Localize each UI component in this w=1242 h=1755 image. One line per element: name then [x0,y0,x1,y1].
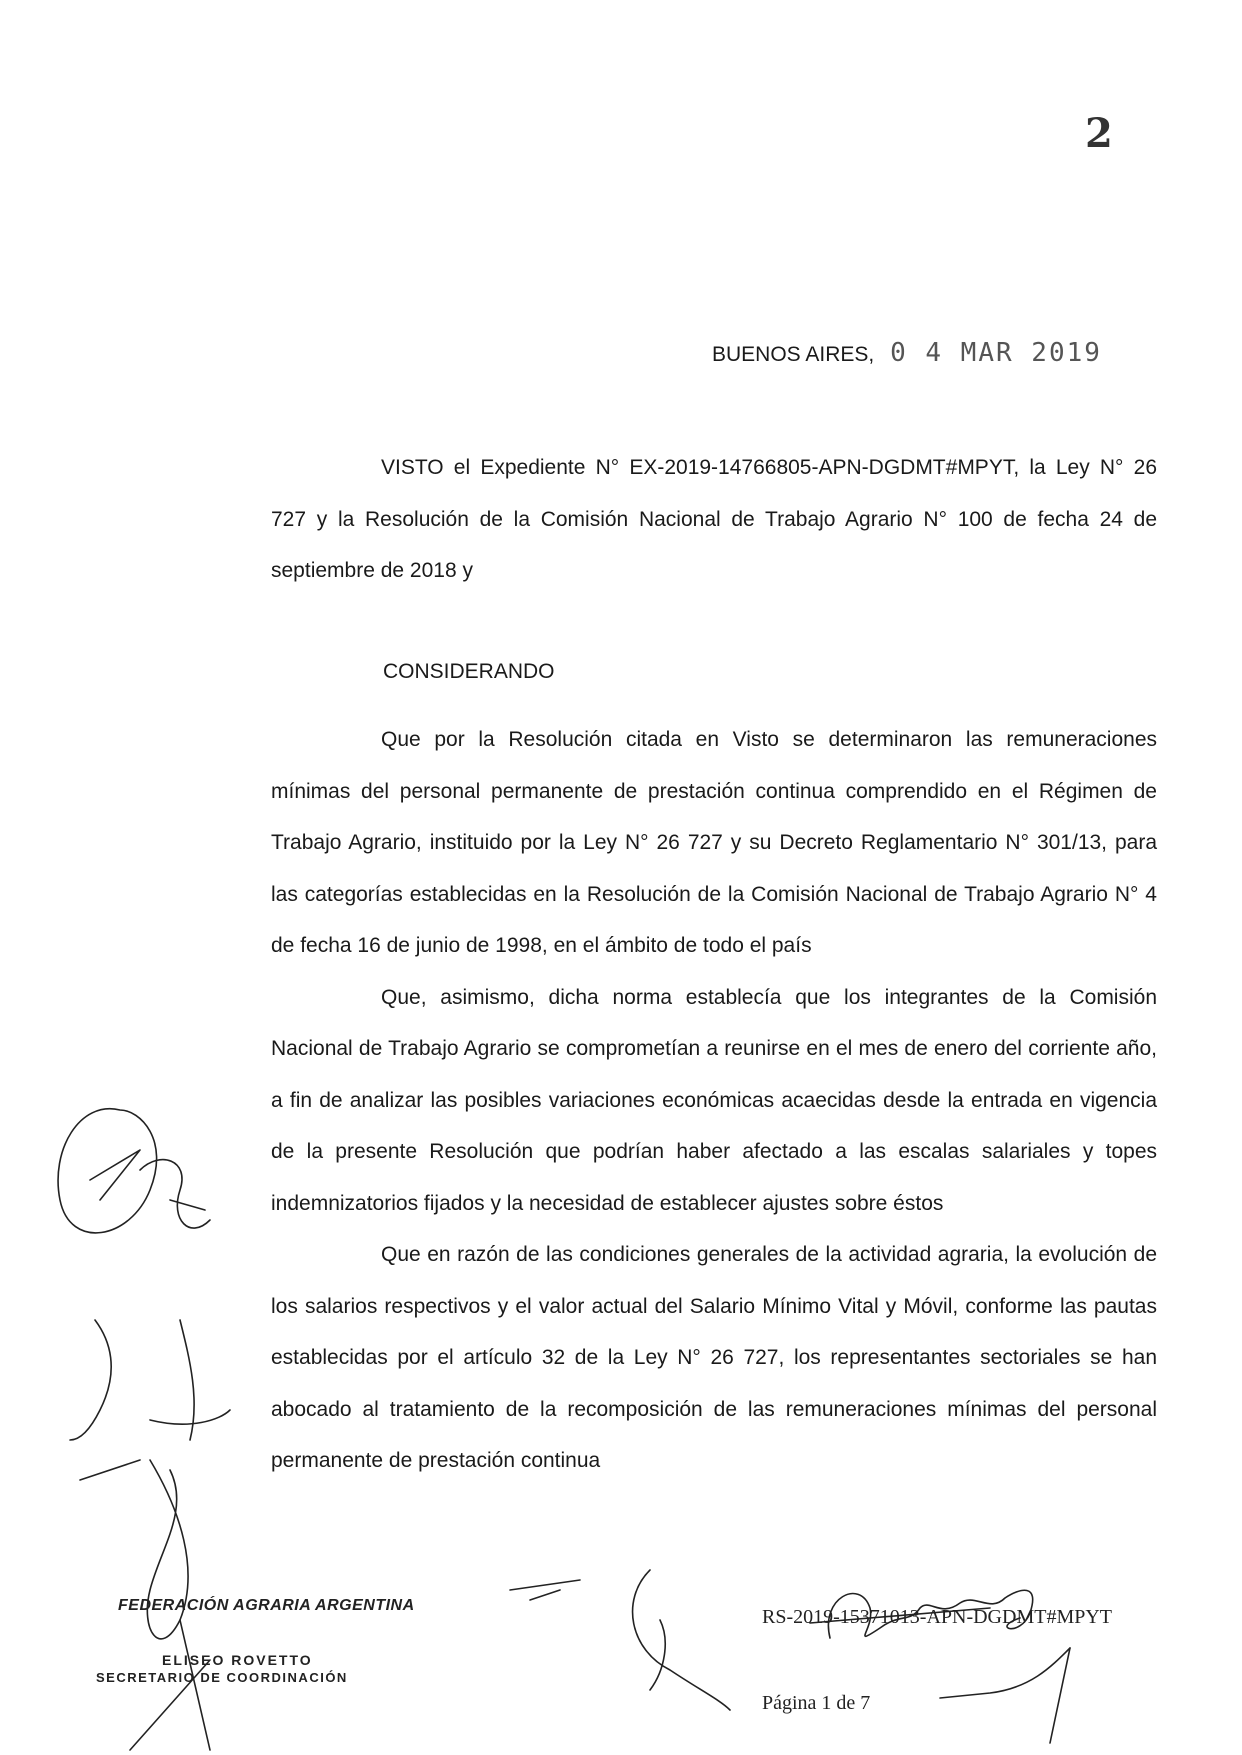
visto-paragraph-block [271,442,1157,597]
place-label: BUENOS AIRES, [712,343,875,366]
document-reference: RS-2019-15371013-APN-DGDMT#MPYT [762,1606,1113,1628]
date-line [712,338,1102,368]
center-initials [500,1560,740,1720]
considerando-paragraph: Que en razón de las condiciones generales de la actividad agraria, la evolución de los salarios respectivos y el valor actual del Salario Mínimo Vital y Móvil, conforme las pautas establecidas por el artículo 32 de la Ley N° 26 727, los representantes sectoriales se han abocado al tratamiento de la recomposición de las remuneraciones mínimas del personal permanente de prestación continua [271,1243,1157,1472]
considerando-heading: CONSIDERANDO [383,660,555,683]
considerando-paragraph: Que por la Resolución citada en Visto se determinaron las remuneraciones mínimas del personal permanente de prestación continua comprendido en el Régimen de Trabajo Agrario, instituido por la Ley N° 26 727 y su Decreto Reglamentario N° 301/13, para las categorías establecidas en la Resolución de la Comisión Nacional de Trabajo Agrario N° 4 de fecha 16 de junio de 1998, en el ámbito de todo el país [271,728,1157,957]
footer-signatory-role: SECRETARIO DE COORDINACIÓN [96,1670,348,1685]
date-stamp: 0 4 MAR 2019 [890,338,1102,368]
footer-signatory-name: ELISEO ROVETTO [162,1652,313,1668]
considerando-paragraph: Que, asimismo, dicha norma establecía que los integrantes de la Comisión Nacional de Trabajo Agrario se comprometían a reunirse en el mes de enero del corriente año, a fin de analizar las posibles variaciones económicas acaecidas desde la entrada en vigencia de la presente Resolución que podrían haber afectado a las escalas salariales y topes indemnizatorios fijados y la necesidad de establecer ajustes sobre éstos [271,985,1157,1215]
visto-paragraph: VISTO el Expediente N° EX-2019-14766805-APN-DGDMT#MPYT, la Ley N° 26 727 y la Resolución de la Comisión Nacional de Trabajo Agrario N° 100 de fecha 24 de septiembre de 2018 y [271,456,1157,582]
footer-organization: FEDERACIÓN AGRARIA ARGENTINA [118,1597,415,1614]
margin-signature-top [40,1090,240,1290]
page-stamp-number: 2 [1085,110,1121,157]
page-number: Página 1 de 7 [762,1692,871,1714]
considerandos-block [271,714,1157,1487]
signature-over-reference [790,1568,1110,1748]
